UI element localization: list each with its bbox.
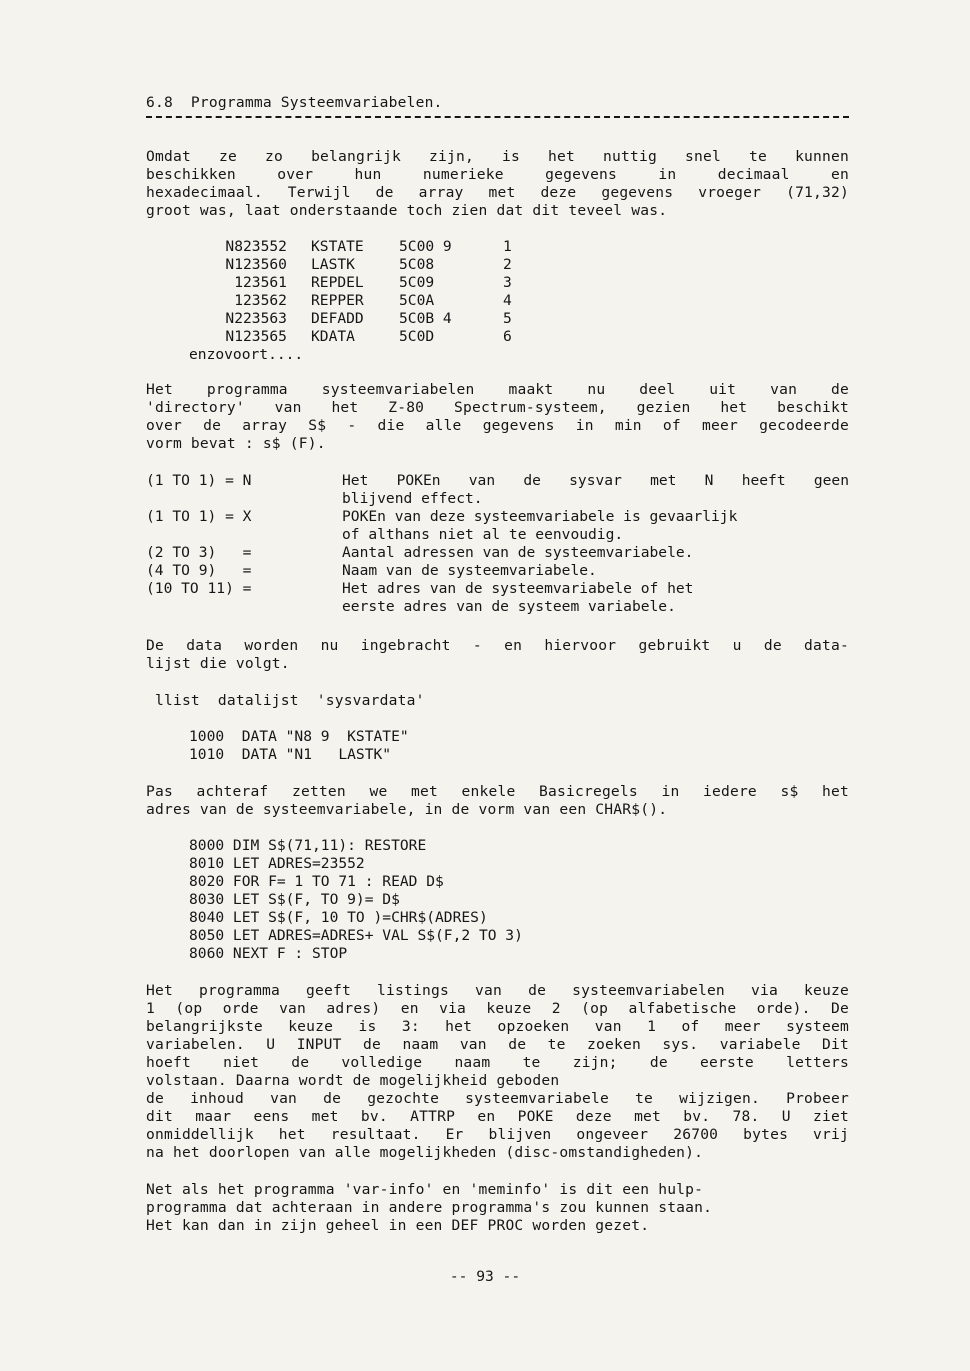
definition-row xyxy=(146,508,849,544)
para6-line: programma dat achteraan in andere programma's zou kunnen staan. xyxy=(146,1199,713,1216)
definition-desc xyxy=(342,544,849,562)
para2-line: 'directory' van het Z-80 Spectrum-systeem, gezien het beschikt xyxy=(146,399,849,416)
para5-line: dit maar eens met bv. ATTRP en POKE deze met bv. 78. U ziet xyxy=(146,1108,849,1125)
row-address: 23565 xyxy=(243,328,287,345)
row-hex: 5C0A xyxy=(399,292,435,309)
para1-line: beschikken over hun numerieke gegevens in decimaal en xyxy=(146,166,849,183)
definition-key: (1 TO 1) = N xyxy=(146,472,252,489)
definition-line: POKEn van deze systeemvariabele is gevaarlijk xyxy=(342,508,738,525)
row-prefix: N8 xyxy=(225,238,243,255)
para3-line: De data worden nu ingebracht - en hiervoor gebruikt u de data- xyxy=(146,637,849,654)
table-row xyxy=(189,292,533,310)
table-row xyxy=(189,274,533,292)
definition-desc xyxy=(342,508,849,544)
para2-line: Het programma systeemvariabelen maakt nu deel uit van de xyxy=(146,381,849,398)
code-line: 8020 FOR F= 1 TO 71 : READ D$ xyxy=(189,873,444,890)
row-hex: 5C00 9 xyxy=(399,238,452,255)
para5-line: variabelen. U INPUT de naam van de te zoeken sys. variabele Dit xyxy=(146,1036,849,1053)
llist-line: llist datalijst 'sysvardata' xyxy=(146,692,425,709)
para1-line: groot was, laat onderstaande toch zien dat dit teveel was. xyxy=(146,202,668,219)
row-number: 4 xyxy=(503,292,512,309)
definition-key: (10 TO 11) = xyxy=(146,580,252,597)
sysvar-table xyxy=(189,238,533,364)
definition-line: of althans niet al te eenvoudig. xyxy=(342,526,624,543)
definition-desc xyxy=(342,580,849,616)
row-address: 23552 xyxy=(243,238,287,255)
row-prefix: 1 xyxy=(234,274,243,291)
definition-desc xyxy=(342,472,849,508)
para5-line: 1 (op orde van adres) en via keuze 2 (op alfabetische orde). De xyxy=(146,1000,849,1017)
para5-line: na het doorlopen van alle mogelijkheden (disc-omstandigheden). xyxy=(146,1144,704,1161)
row-number: 2 xyxy=(503,256,512,273)
definition-line: Het adres van de systeemvariabele of het xyxy=(342,580,694,597)
code-line: 8060 NEXT F : STOP xyxy=(189,945,348,962)
definition-key: (4 TO 9) = xyxy=(146,562,252,579)
para1-line: Omdat ze zo belangrijk zijn, is het nuttig snel te kunnen xyxy=(146,148,849,165)
code-line: 8050 LET ADRES=ADRES+ VAL S$(F,2 TO 3) xyxy=(189,927,523,944)
table-more-text: enzovoort.... xyxy=(189,346,304,363)
para5-line: hoeft niet de volledige naam te zijn; de eerste letters xyxy=(146,1054,849,1071)
table-row xyxy=(189,256,533,274)
row-hex: 5C09 xyxy=(399,274,435,291)
para2-line: over de array S$ - die alle gegevens in min of meer gecodeerde xyxy=(146,417,849,434)
para5-line: volstaan. Daarna wordt de mogelijkheid geboden xyxy=(146,1072,560,1089)
definition-row xyxy=(146,544,849,562)
definitions-table xyxy=(146,472,849,616)
row-prefix: N2 xyxy=(225,310,243,327)
para6-line: Het kan dan in zijn geheel in een DEF PROC worden gezet. xyxy=(146,1217,650,1234)
table-row xyxy=(189,238,533,256)
table-row xyxy=(189,310,533,328)
para5-line: belangrijkste keuze is 3: het opzoeken van 1 of meer systeem xyxy=(146,1018,849,1035)
row-hex: 5C08 xyxy=(399,256,435,273)
table-more-row xyxy=(189,346,533,364)
para5-line: Het programma geeft listings van de systeemvariabelen via keuze xyxy=(146,982,849,999)
definition-desc xyxy=(342,562,849,580)
row-prefix: 1 xyxy=(234,292,243,309)
para4-line: Pas achteraf zetten we met enkele Basicregels in iedere s$ het xyxy=(146,783,849,800)
para6-line: Net als het programma 'var-info' en 'meminfo' is dit een hulp- xyxy=(146,1181,704,1198)
row-name: REPPER xyxy=(311,292,364,309)
row-hex: 5C0D xyxy=(399,328,435,345)
row-hex: 5C0B 4 xyxy=(399,310,452,327)
row-prefix: N1 xyxy=(225,256,243,273)
row-number: 1 xyxy=(503,238,512,255)
definition-row xyxy=(146,580,849,616)
data-line: 1010 DATA "N1 LASTK" xyxy=(189,746,392,763)
code-line: 8040 LET S$(F, 10 TO )=CHR$(ADRES) xyxy=(189,909,488,926)
row-number: 5 xyxy=(503,310,512,327)
definition-line: eerste adres van de systeem variabele. xyxy=(342,598,676,615)
definition-line: Naam van de systeemvariabele. xyxy=(342,562,597,579)
para2-line: vorm bevat : s$ (F). xyxy=(146,435,326,452)
para4-line: adres van de systeemvariabele, in de vorm van een CHAR$(). xyxy=(146,801,668,818)
row-address: 23560 xyxy=(243,256,287,273)
definition-row xyxy=(146,562,849,580)
page-number: -- 93 -- xyxy=(449,1268,521,1285)
row-number: 3 xyxy=(503,274,512,291)
row-name: DEFADD xyxy=(311,310,364,327)
para3-line: lijst die volgt. xyxy=(146,655,290,672)
code-line: 8030 LET S$(F, TO 9)= D$ xyxy=(189,891,400,908)
data-line: 1000 DATA "N8 9 KSTATE" xyxy=(189,728,409,745)
row-name: LASTK xyxy=(311,256,355,273)
row-name: KDATA xyxy=(311,328,355,345)
code-line: 8010 LET ADRES=23552 xyxy=(189,855,365,872)
row-address: 23561 xyxy=(243,274,287,291)
row-prefix: N1 xyxy=(225,328,243,345)
definition-row xyxy=(146,472,849,508)
definition-key: (1 TO 1) = X xyxy=(146,508,252,525)
definition-line: Het POKEn van de sysvar met N heeft geen xyxy=(342,472,849,489)
row-name: KSTATE xyxy=(311,238,364,255)
code-line: 8000 DIM S$(71,11): RESTORE xyxy=(189,837,427,854)
para5-line: onmiddellijk het resultaat. Er blijven ongeveer 26700 bytes vrij xyxy=(146,1126,849,1143)
row-number: 6 xyxy=(503,328,512,345)
definition-line: Aantal adressen van de systeemvariabele. xyxy=(342,544,694,561)
definition-line: blijvend effect. xyxy=(342,490,483,507)
para5-line: de inhoud van de gezochte systeemvariabele te wijzigen. Probeer xyxy=(146,1090,849,1107)
section-heading: 6.8 Programma Systeemvariabelen. xyxy=(146,94,443,111)
definition-key: (2 TO 3) = xyxy=(146,544,252,561)
heading-underline xyxy=(146,116,849,118)
row-name: REPDEL xyxy=(311,274,364,291)
table-row xyxy=(189,328,533,346)
row-address: 23563 xyxy=(243,310,287,327)
row-address: 23562 xyxy=(243,292,287,309)
para1-line: hexadecimaal. Terwijl de array met deze gegevens vroeger (71,32) xyxy=(146,184,849,201)
